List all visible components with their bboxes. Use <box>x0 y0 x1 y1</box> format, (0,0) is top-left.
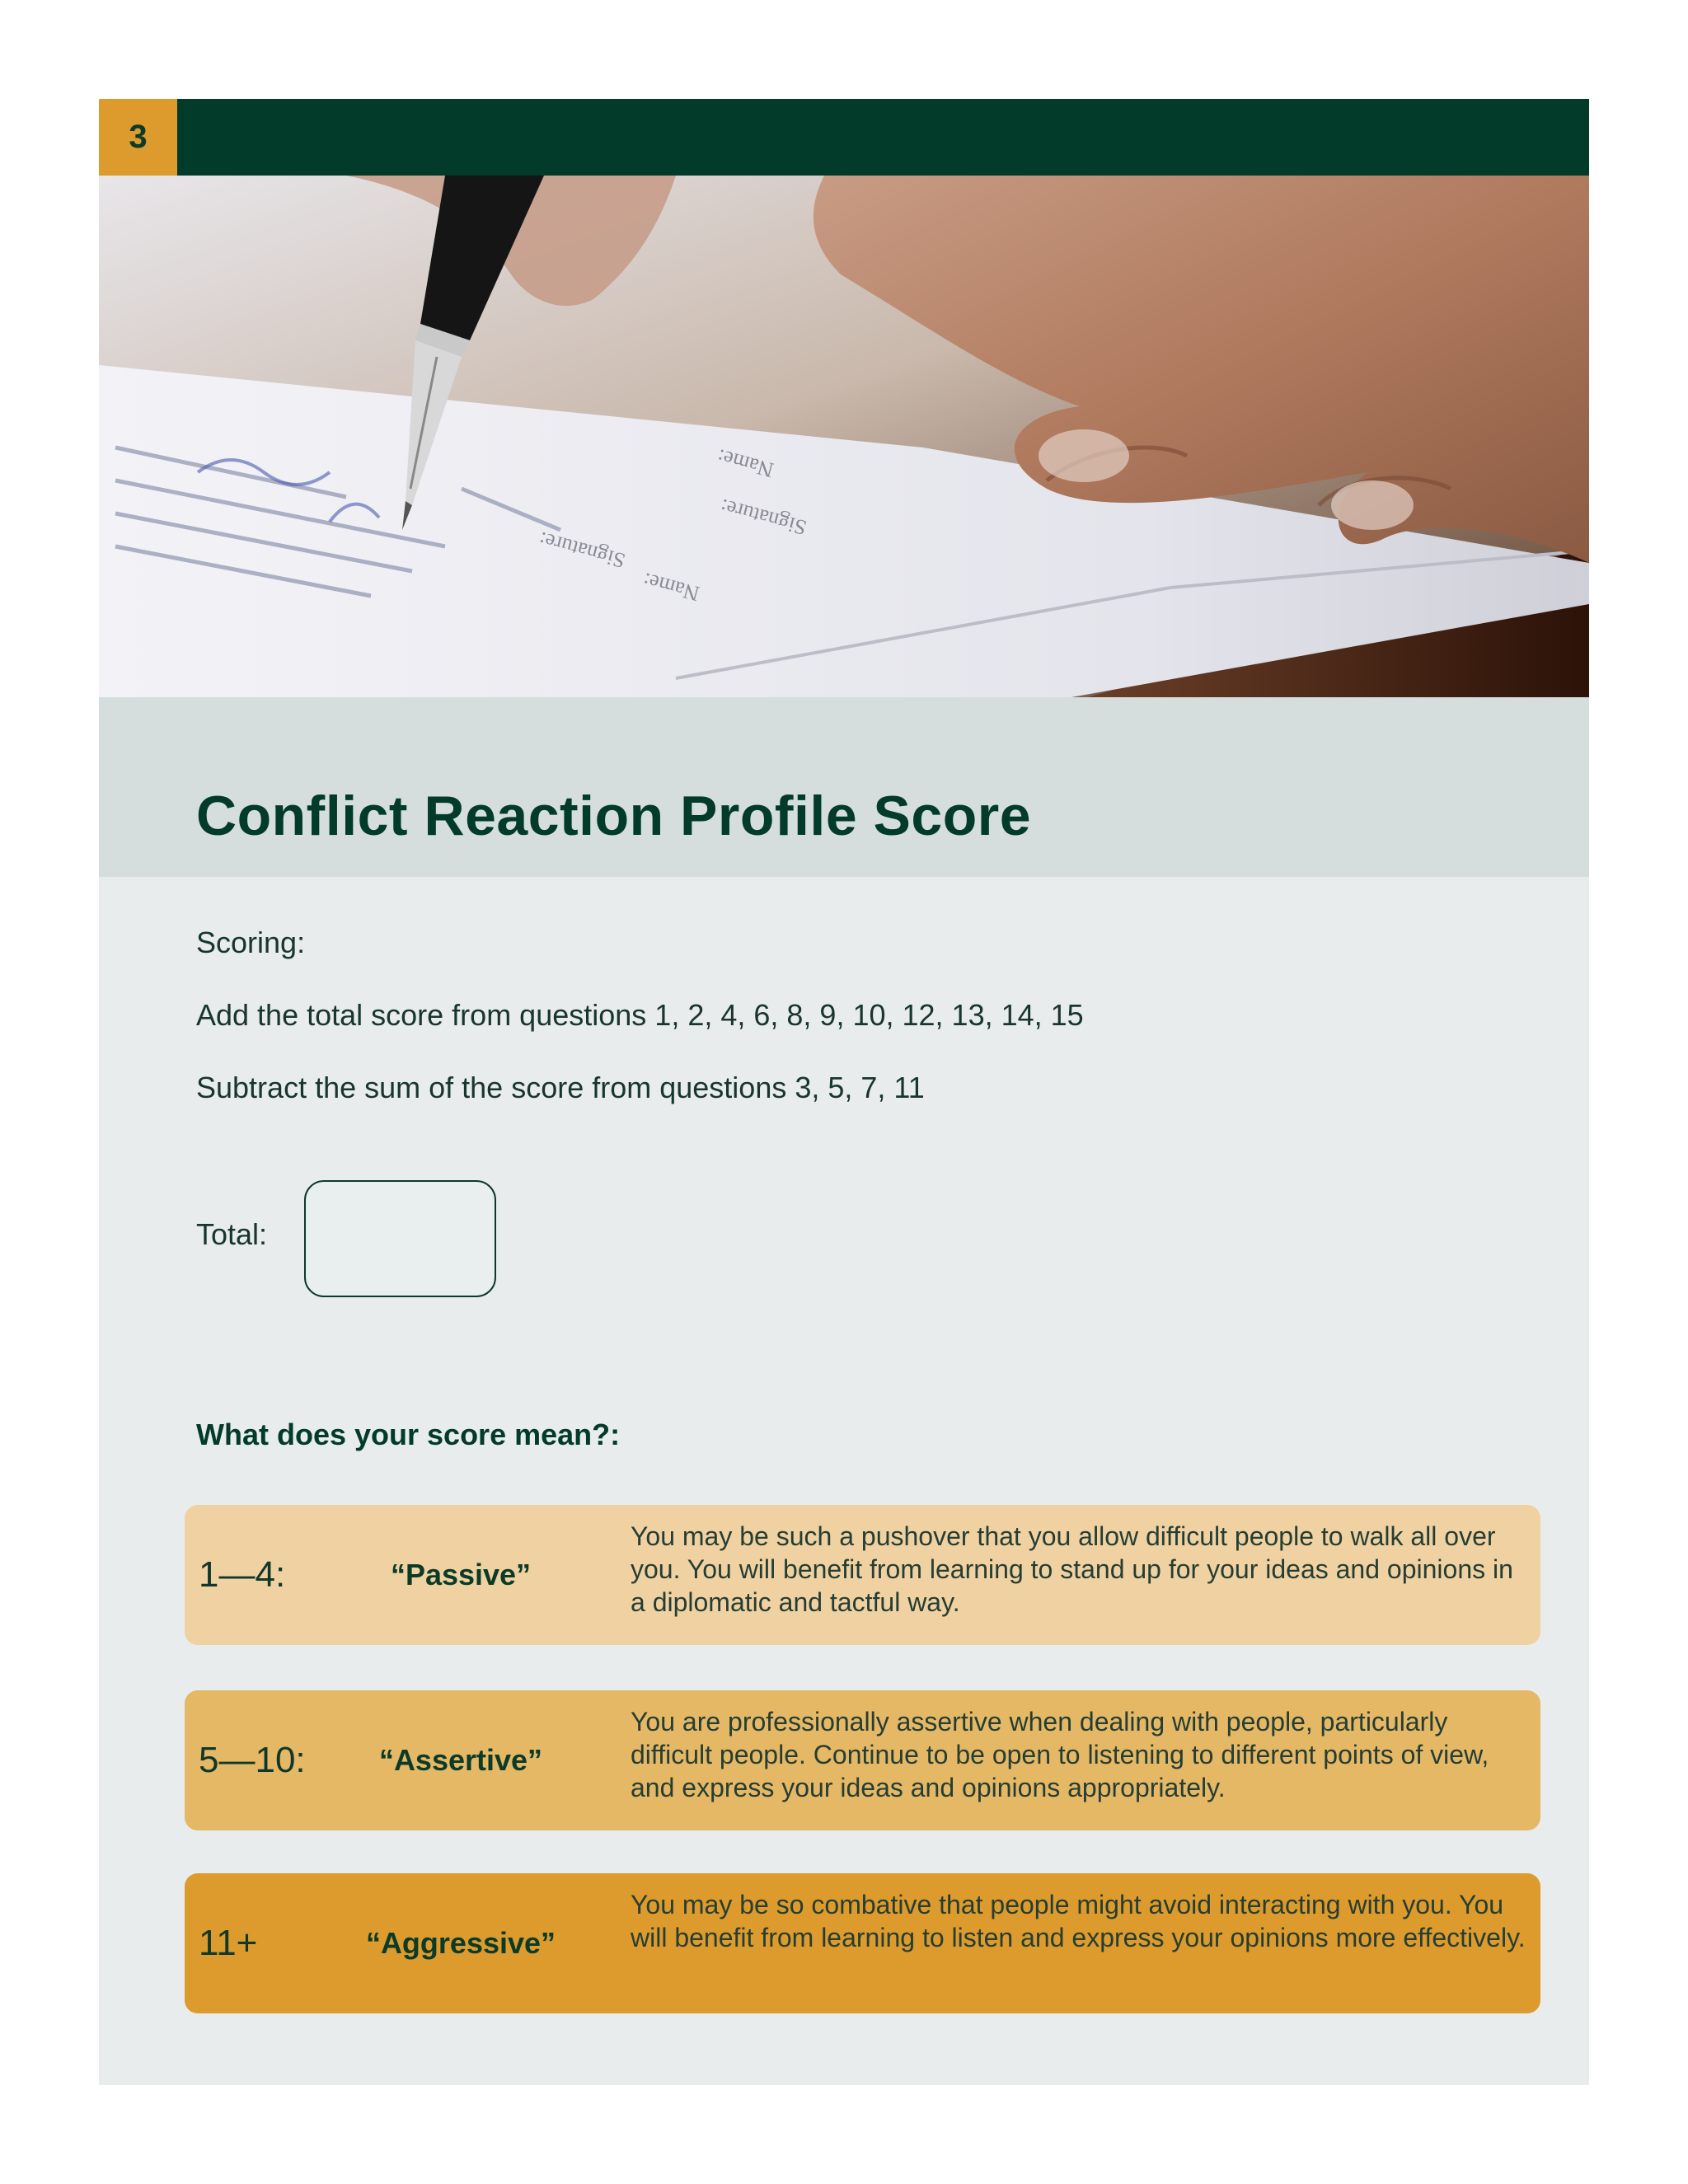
score-label: “Aggressive” <box>365 1926 556 1960</box>
page <box>99 99 1589 2085</box>
score-range: 5—10: <box>199 1740 306 1780</box>
total-label: Total: <box>196 1217 268 1251</box>
score-row-aggressive <box>185 1873 1540 2013</box>
score-meaning-heading: What does your score mean?: <box>196 1418 621 1451</box>
score-range: 11+ <box>199 1923 258 1963</box>
hero-image <box>99 176 1589 697</box>
score-description: You may be so combative that people might avoid interacting with you. You will benefit from learning to listen and express your opinions more effectively. <box>631 1890 1526 1952</box>
svg-text:Name:: Name: <box>715 444 776 483</box>
svg-text:Signature:: Signature: <box>717 494 809 541</box>
score-label: “Assertive” <box>378 1743 543 1777</box>
svg-text:Signature:: Signature: <box>536 527 628 574</box>
score-row-assertive <box>185 1690 1540 1830</box>
score-row-passive <box>185 1505 1540 1645</box>
page-number: 3 <box>99 99 177 176</box>
title-band <box>99 697 1589 877</box>
score-label: “Passive” <box>390 1558 532 1591</box>
page-title: Conflict Reaction Profile Score <box>196 785 1032 847</box>
score-description: You are professionally assertive when dealing with people, particularly difficult people. Continue to be open to listening to different points of view, and express your ideas and opinions appropriately. <box>631 1707 1489 1802</box>
total-score-field[interactable] <box>304 1180 496 1297</box>
score-description: You may be such a pushover that you allow difficult people to walk all over you. You will benefit from learning to stand up for your ideas and opinions in a diplomatic and tactful way. <box>631 1521 1513 1617</box>
header-bar <box>99 99 1589 176</box>
score-range: 1—4: <box>199 1554 286 1595</box>
scoring-heading: Scoring: <box>196 926 306 959</box>
svg-text:Name:: Name: <box>640 568 702 607</box>
scoring-subtract-line: Subtract the sum of the score from questions 3, 5, 7, 11 <box>196 1071 925 1104</box>
scoring-add-line: Add the total score from questions 1, 2, 4, 6, 8, 9, 10, 12, 13, 14, 15 <box>196 998 1084 1032</box>
